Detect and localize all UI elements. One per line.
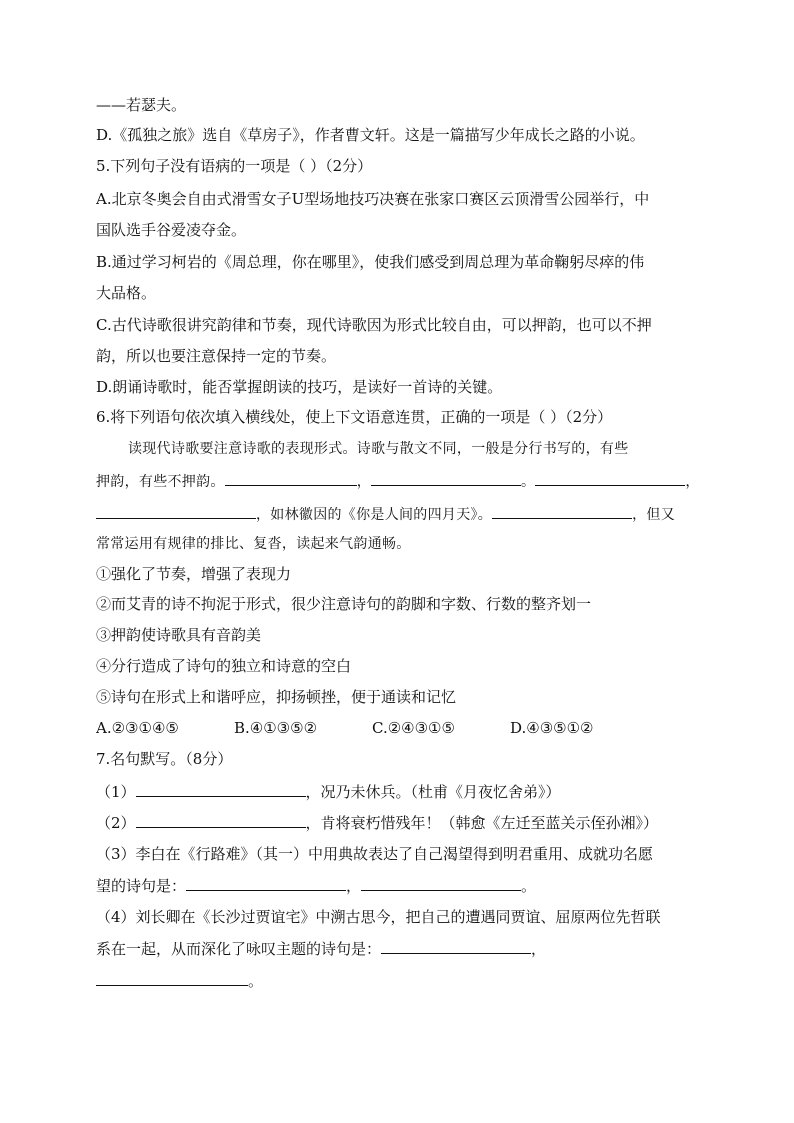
item-text: 。: [248, 972, 264, 990]
q7-item-4-line3: [96, 969, 706, 991]
q7-item-3-line1: （3）李白在《行路难》（其一）中用典故表达了自己渴望得到明君重用、成就功名愿: [96, 845, 654, 863]
question-7-title: 7.名句默写。（8分）: [96, 750, 233, 768]
q7-item-4-line1: （4）刘长卿在《长沙过贾谊宅》中溯古思今，把自己的遭遇同贾谊、屈原两位先哲联: [96, 908, 661, 926]
item-number: （1）: [96, 783, 136, 801]
answer-blank[interactable]: [96, 969, 248, 986]
item-text: 。: [521, 877, 537, 895]
question-5-title: 5.下列句子没有语病的一项是（ ）（2分）: [96, 157, 373, 175]
q7-item-1: [96, 780, 706, 802]
q7-item-3-line2: [96, 874, 706, 896]
q6-options: [96, 717, 706, 739]
answer-blank[interactable]: [136, 811, 306, 828]
question-6-title: 6.将下列语句依次填入横线处，使上下文语意连贯，正确的一项是（ ）（2分）: [96, 408, 613, 426]
q5-option-c-line2: 韵，所以也要注意保持一定的节奏。: [96, 347, 337, 365]
q6-option-b: B.④①③⑤②: [234, 719, 318, 737]
passage-line-3: [96, 502, 706, 524]
passage-text: ，但又: [632, 507, 676, 523]
item-text: ，: [531, 940, 547, 958]
q7-item-2: [96, 811, 706, 833]
item-text: 系在一起，从而深化了咏叹主题的诗句是：: [96, 940, 382, 958]
q5-option-b-line1: B.通过学习柯岩的《周总理，你在哪里》，使我们感受到周总理为革命鞠躬尽瘁的伟: [96, 253, 645, 271]
passage-line-1: 读现代诗歌要注意诗歌的表现形式。诗歌与散文不同，一般是分行书写的，有些: [128, 441, 629, 457]
passage-text: 押韵，有些不押韵。: [96, 474, 225, 490]
passage-text: ，如林徽因的《你是人间的四月天》。: [256, 507, 493, 523]
item-text: ，况乃未休兵。（杜甫《月夜忆舍弟》）: [305, 783, 561, 801]
q5-option-b-line2: 大品格。: [96, 284, 157, 302]
answer-blank[interactable]: [96, 502, 256, 519]
passage-text: 。: [521, 474, 536, 490]
passage-line-2: [96, 469, 706, 491]
sentence-3: ③押韵使诗歌具有音韵美: [96, 626, 262, 644]
passage-text: ，: [685, 474, 700, 490]
q7-item-4-line2: [96, 937, 706, 959]
answer-blank[interactable]: [492, 502, 632, 519]
sentence-1: ①强化了节奏，增强了表现力: [96, 565, 292, 583]
q5-option-a-line1: A.北京冬奥会自由式滑雪女子U型场地技巧决赛在张家口赛区云顶滑雪公园举行，中: [96, 190, 650, 208]
answer-blank[interactable]: [381, 937, 531, 954]
answer-blank[interactable]: [371, 469, 521, 486]
item-text: ，: [346, 877, 362, 895]
answer-blank[interactable]: [186, 874, 346, 891]
q6-option-c: C.②④③①⑤: [372, 719, 455, 737]
passage-text: ，: [356, 474, 372, 490]
answer-blank[interactable]: [136, 780, 306, 797]
answer-blank[interactable]: [535, 469, 685, 486]
text-line: ——若瑟夫。: [96, 96, 187, 114]
item-text: 望的诗句是：: [96, 877, 187, 895]
answer-blank[interactable]: [225, 469, 357, 486]
item-text: ，肯将衰朽惜残年！（韩愈《左迁至蓝关示侄孙湘》）: [305, 814, 659, 832]
sentence-2: ②而艾青的诗不拘泥于形式，很少注意诗句的韵脚和字数、行数的整齐划一: [96, 595, 592, 613]
q5-option-a-line2: 国队选手谷爱凌夺金。: [96, 221, 247, 239]
text-line: D.《孤独之旅》选自《草房子》，作者曹文轩。这是一篇描写少年成长之路的小说。: [96, 126, 645, 144]
q6-option-a: A.②③①④⑤: [96, 719, 179, 737]
sentence-5: ⑤诗句在形式上和谐呼应，抑扬顿挫，便于通读和记忆: [96, 688, 457, 706]
q6-option-d: D.④③⑤①②: [510, 719, 594, 737]
passage-line-4: 常常运用有规律的排比、复沓，读起来气韵通畅。: [96, 536, 411, 552]
item-number: （2）: [96, 814, 136, 832]
answer-blank[interactable]: [361, 874, 521, 891]
q5-option-c-line1: C.古代诗歌很讲究韵律和节奏，现代诗歌因为形式比较自由，可以押韵，也可以不押: [96, 316, 652, 334]
sentence-4: ④分行造成了诗句的独立和诗意的空白: [96, 657, 352, 675]
q5-option-d: D.朗诵诗歌时，能否掌握朗读的技巧，是读好一首诗的关键。: [96, 378, 503, 396]
